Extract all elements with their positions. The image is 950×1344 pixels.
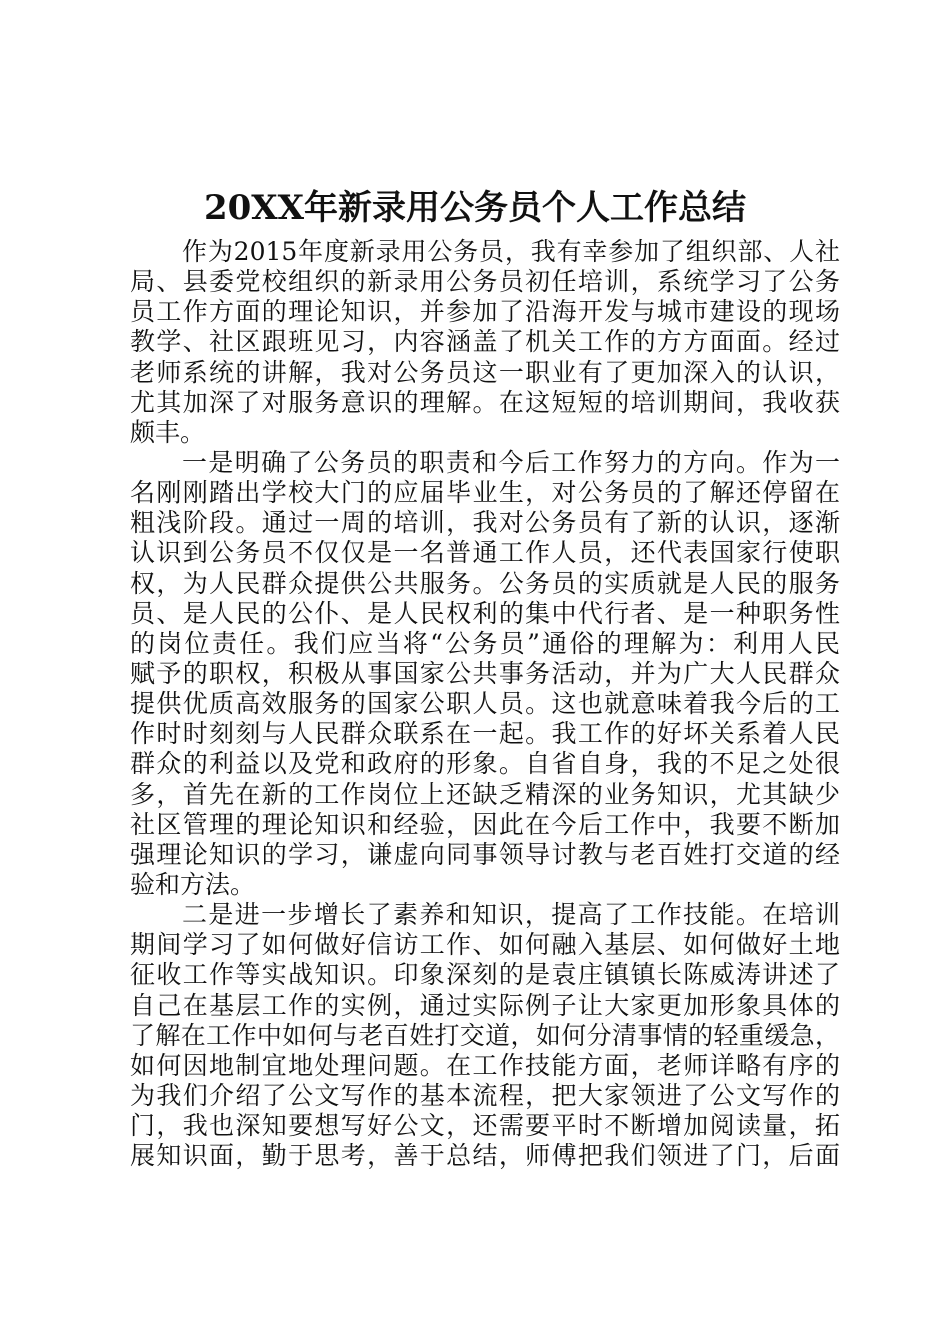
paragraph-line: 期间学习了如何做好信访工作、如何融入基层、如何做好土地 xyxy=(130,930,840,960)
paragraph-3 xyxy=(130,900,840,1171)
paragraph-line: 提供优质高效服务的国家公职人员。这也就意味着我今后的工 xyxy=(130,689,840,719)
paragraph-1 xyxy=(130,237,840,448)
paragraph-line: 征收工作等实战知识。印象深刻的是袁庄镇镇长陈威涛讲述了 xyxy=(130,960,840,990)
paragraph-line: 赋予的职权，积极从事国家公共事务活动，并为广大人民群众 xyxy=(130,658,840,688)
paragraph-line: 颇丰。 xyxy=(130,417,206,447)
paragraph-line: 局、县委党校组织的新录用公务员初任培训，系统学习了公务 xyxy=(130,267,840,297)
paragraph-line: 群众的利益以及党和政府的形象。自省自身，我的不足之处很 xyxy=(130,749,840,779)
paragraph-line: 员、是人民的公仆、是人民权利的集中代行者、是一种职务性 xyxy=(130,598,840,628)
paragraph-line: 门，我也深知要想写好公文，还需要平时不断增加阅读量，拓 xyxy=(130,1111,840,1141)
paragraph-line: 名刚刚踏出学校大门的应届毕业生，对公务员的了解还停留在 xyxy=(130,478,840,508)
document-body xyxy=(130,237,840,1171)
paragraph-line: 员工作方面的理论知识，并参加了沿海开发与城市建设的现场 xyxy=(130,297,840,327)
paragraph-line: 认识到公务员不仅仅是一名普通工作人员，还代表国家行使职 xyxy=(130,538,840,568)
paragraph-line: 作时时刻刻与人民群众联系在一起。我工作的好坏关系着人民 xyxy=(130,719,840,749)
paragraph-line: 一是明确了公务员的职责和今后工作努力的方向。作为一 xyxy=(182,447,840,477)
paragraph-line: 自己在基层工作的实例，通过实际例子让大家更加形象具体的 xyxy=(130,990,840,1020)
paragraph-line: 为我们介绍了公文写作的基本流程，把大家领进了公文写作的 xyxy=(130,1080,840,1110)
paragraph-line: 老师系统的讲解，我对公务员这一职业有了更加深入的认识， xyxy=(130,357,840,387)
paragraph-line: 权，为人民群众提供公共服务。公务员的实质就是人民的服务 xyxy=(130,568,840,598)
paragraph-line: 尤其加深了对服务意识的理解。在这短短的培训期间，我收获 xyxy=(130,387,840,417)
paragraph-line: 的岗位责任。我们应当将“公务员”通俗的理解为：利用人民 xyxy=(130,628,840,658)
paragraph-line: 如何因地制宜地处理问题。在工作技能方面，老师详略有序的 xyxy=(130,1050,840,1080)
paragraph-line: 二是进一步增长了素养和知识，提高了工作技能。在培训 xyxy=(182,900,840,930)
paragraph-line: 多，首先在新的工作岗位上还缺乏精深的业务知识，尤其缺少 xyxy=(130,779,840,809)
paragraph-line: 强理论知识的学习，谦虚向同事领导讨教与老百姓打交道的经 xyxy=(130,839,840,869)
paragraph-line: 了解在工作中如何与老百姓打交道，如何分清事情的轻重缓急， xyxy=(130,1020,840,1050)
paragraph-2 xyxy=(130,448,840,900)
paragraph-line: 展知识面，勤于思考，善于总结，师傅把我们领进了门，后面 xyxy=(130,1141,840,1171)
document-title: 20XX年新录用公务员个人工作总结 xyxy=(203,188,747,228)
paragraph-line: 粗浅阶段。通过一周的培训，我对公务员有了新的认识，逐渐 xyxy=(130,508,840,538)
paragraph-line: 验和方法。 xyxy=(130,869,256,899)
paragraph-line: 作为2015年度新录用公务员，我有幸参加了组织部、人社 xyxy=(182,237,840,266)
paragraph-line: 社区管理的理论知识和经验，因此在今后工作中，我要不断加 xyxy=(130,809,840,839)
paragraph-line: 教学、社区跟班见习，内容涵盖了机关工作的方方面面。经过 xyxy=(130,327,840,357)
